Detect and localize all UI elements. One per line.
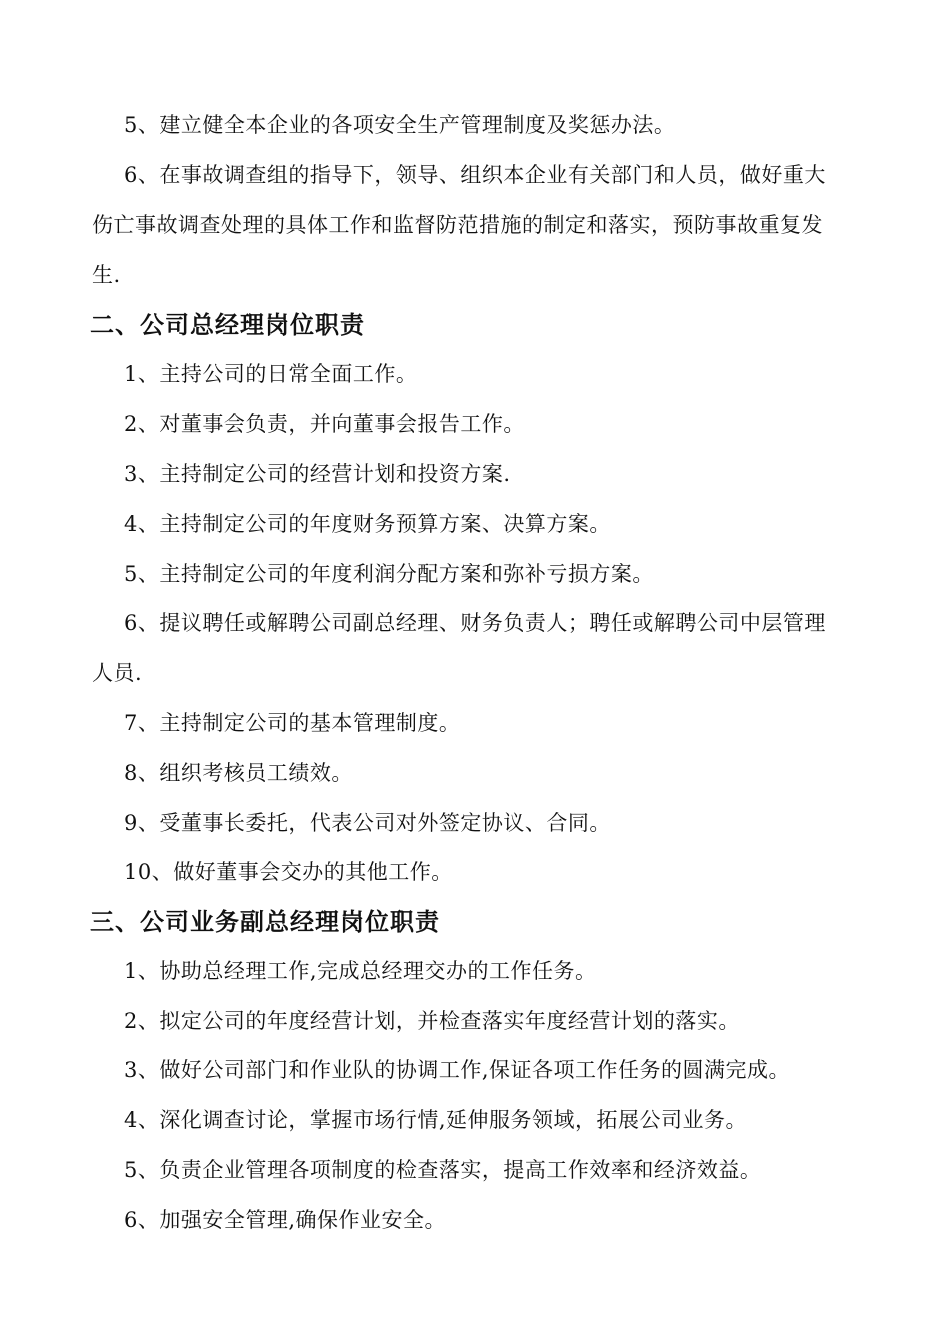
paragraph-line: 10、做好董事会交办的其他工作。: [124, 860, 453, 884]
paragraph-line: 3、做好公司部门和作业队的协调工作,保证各项工作任务的圆满完成。: [124, 1058, 791, 1082]
paragraph-line: 生.: [92, 263, 121, 287]
paragraph-line: 3、主持制定公司的经营计划和投资方案.: [124, 462, 511, 486]
paragraph-line: 7、主持制定公司的基本管理制度。: [124, 711, 461, 735]
paragraph-line: 5、负责企业管理各项制度的检查落实，提高工作效率和经济效益。: [124, 1158, 762, 1182]
paragraph-line: 8、组织考核员工绩效。: [124, 761, 353, 785]
section-heading: 二、公司总经理岗位职责: [90, 311, 365, 339]
paragraph-line: 1、主持公司的日常全面工作。: [124, 362, 418, 386]
paragraph-line: 5、建立健全本企业的各项安全生产管理制度及奖惩办法。: [124, 113, 676, 137]
section-heading: 三、公司业务副总经理岗位职责: [90, 908, 440, 936]
paragraph-line: 2、对董事会负责，并向董事会报告工作。: [124, 412, 525, 436]
paragraph-line: 9、受董事长委托，代表公司对外签定协议、合同。: [124, 811, 611, 835]
paragraph-line: 4、深化调查讨论，掌握市场行情,延伸服务领域，拓展公司业务。: [124, 1108, 748, 1132]
paragraph-line: 6、加强安全管理,确保作业安全。: [124, 1208, 447, 1232]
paragraph-line: 人员.: [92, 661, 143, 685]
paragraph-line: 1、协助总经理工作,完成总经理交办的工作任务。: [124, 959, 597, 983]
paragraph-line: 伤亡事故调查处理的具体工作和监督防范措施的制定和落实，预防事故重复发: [92, 213, 823, 237]
paragraph-line: 5、主持制定公司的年度利润分配方案和弥补亏损方案。: [124, 562, 654, 586]
paragraph-line: 6、在事故调查组的指导下，领导、组织本企业有关部门和人员，做好重大: [124, 163, 826, 187]
paragraph-line: 6、提议聘任或解聘公司副总经理、财务负责人；聘任或解聘公司中层管理: [124, 611, 826, 635]
paragraph-line: 2、拟定公司的年度经营计划，并检查落实年度经营计划的落实。: [124, 1009, 740, 1033]
paragraph-line: 4、主持制定公司的年度财务预算方案、决算方案。: [124, 512, 611, 536]
